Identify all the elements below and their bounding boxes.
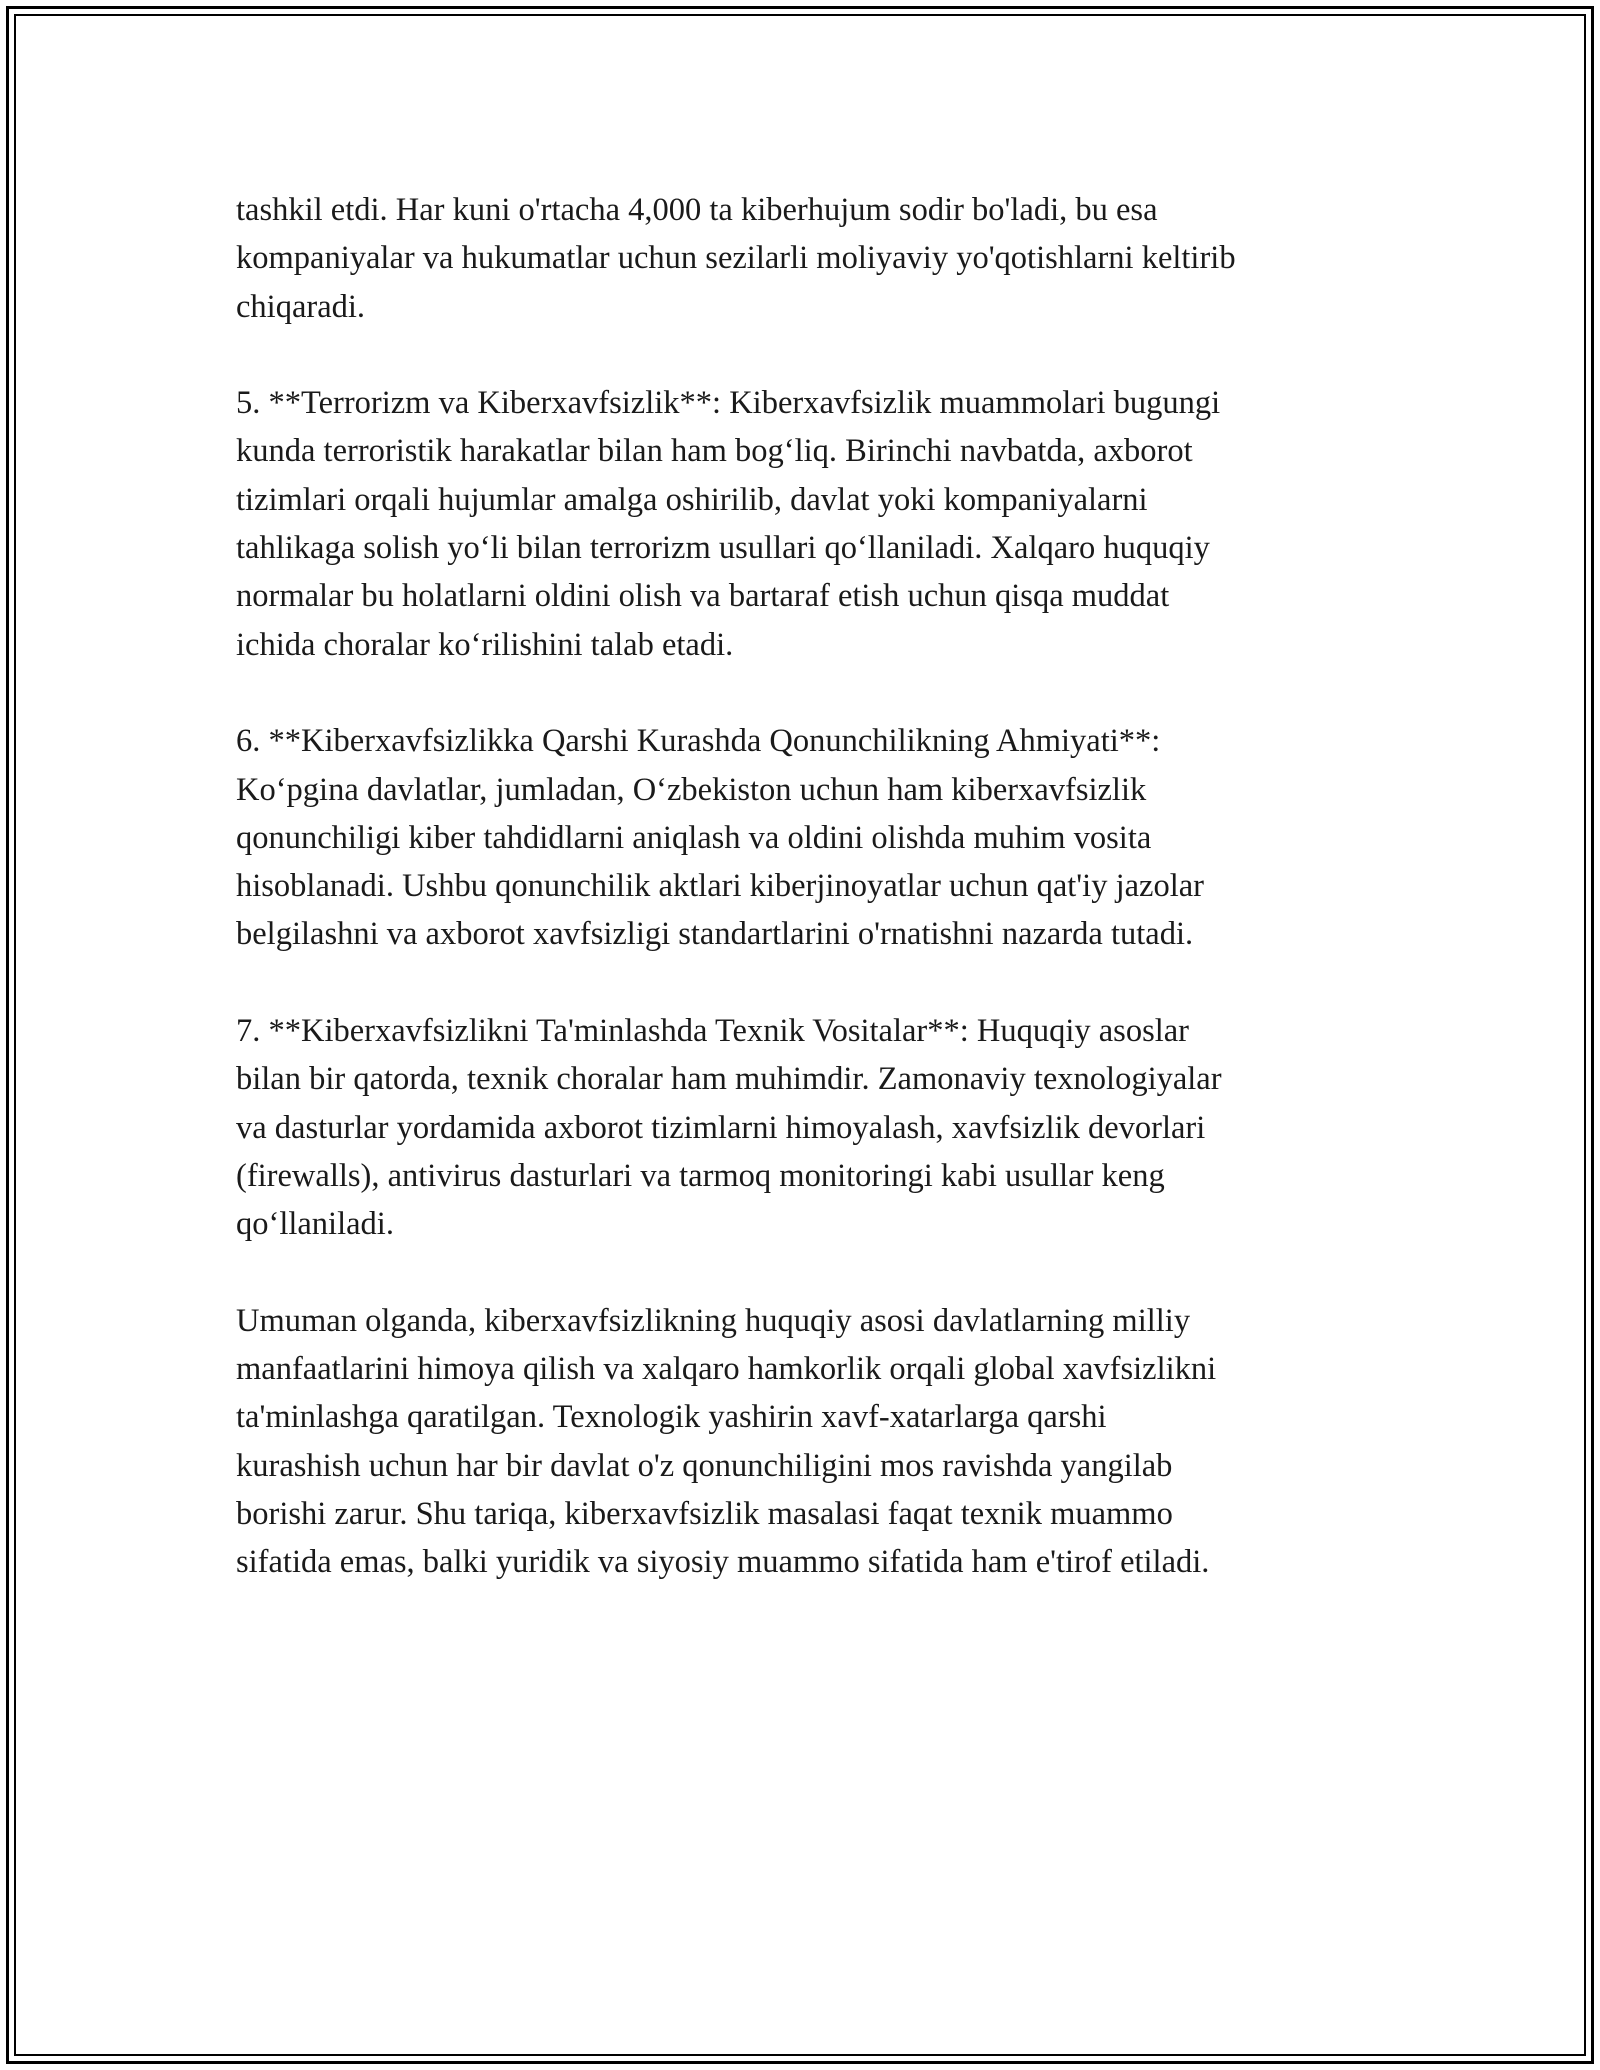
document-body [236, 186, 1376, 1635]
paragraph-legislation: 6. **Kiberxavfsizlikka Qarshi Kurashda Qonunchilikning Ahmiyati**: Ko‘pgina davlatlar, jumladan, O‘zbekiston uchun ham kiberxavfsizlik qonunchiligi kiber tahdidlarni aniqlash va oldini olishda muhim vosita hisoblanadi. Ushbu qonunchilik aktlari kiberjinoyatlar uchun qat'iy jazolar belgilashni va axborot xavfsizligi standartlarini o'rnatishni nazarda tutadi. [236, 723, 1204, 953]
paragraph-technical-tools: 7. **Kiberxavfsizlikni Ta'minlashda Texnik Vositalar**: Huquqiy asoslar bilan bir qatorda, texnik choralar ham muhimdir. Zamonaviy texnologiyalar va dasturlar yordamida axborot tizimlarni himoyalash, xavfsizlik devorlari (firewalls), antivirus dasturlari va tarmoq monitoringi kabi usullar keng qo‘llaniladi. [236, 1013, 1222, 1243]
paragraph-intro-continuation: tashkil etdi. Har kuni o'rtacha 4,000 ta kiberhujum sodir bo'ladi, bu esa kompaniyalar va hukumatlar uchun sezilarli moliyaviy yo'qotishlarni keltirib chiqaradi. [236, 192, 1236, 325]
paragraph-terrorism: 5. **Terrorizm va Kiberxavfsizlik**: Kiberxavfsizlik muammolari bugungi kunda terroristik harakatlar bilan ham bog‘liq. Birinchi navbatda, axborot tizimlari orqali hujumlar amalga oshirilib, davlat yoki kompaniyalarni tahlikaga solish yo‘li bilan terrorizm usullari qo‘llaniladi. Xalqaro huquqiy normalar bu holatlarni oldini olish va bartaraf etish uchun qisqa muddat ichida choralar ko‘rilishini talab etadi. [236, 385, 1221, 663]
paragraph-conclusion: Umuman olganda, kiberxavfsizlikning huquqiy asosi davlatlarning milliy manfaatlarini himoya qilish va xalqaro hamkorlik orqali global xavfsizlikni ta'minlashga qaratilgan. Texnologik yashirin xavf-xatarlarga qarshi kurashish uchun har bir davlat o'z qonunchiligini mos ravishda yangilab borishi zarur. Shu tariqa, kiberxavfsizlik masalasi faqat texnik muammo sifatida emas, balki yuridik va siyosiy muammo sifatida ham e'tirof etiladi. [236, 1302, 1217, 1581]
